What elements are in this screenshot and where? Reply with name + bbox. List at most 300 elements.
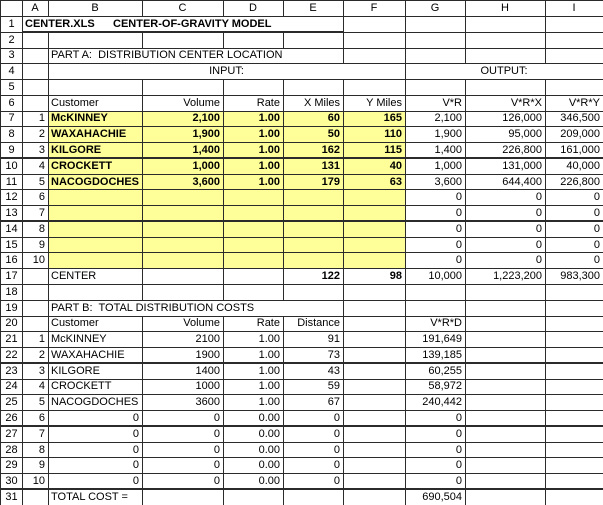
cell-D30[interactable]: 0.00 <box>224 474 284 490</box>
cell-A12[interactable]: 6 <box>23 190 49 206</box>
cell-F9[interactable]: 115 <box>344 143 406 159</box>
cell-I17[interactable]: 983,300 <box>546 269 603 285</box>
cell-F30[interactable] <box>344 474 406 490</box>
cell-G21[interactable]: 191,649 <box>406 332 466 348</box>
cell-G13[interactable]: 0 <box>406 206 466 222</box>
cell-C9[interactable]: 1,400 <box>143 143 224 159</box>
column-header-I[interactable]: I <box>546 1 603 17</box>
cell-B16[interactable] <box>49 253 143 269</box>
cell-I3[interactable] <box>546 48 603 64</box>
cell-F13[interactable] <box>344 206 406 222</box>
cell-C12[interactable] <box>143 190 224 206</box>
row-header-28[interactable]: 28 <box>1 442 23 458</box>
cell-E18[interactable] <box>284 285 344 301</box>
cell-B11[interactable]: NACOGDOCHES <box>49 174 143 190</box>
cell-A10[interactable]: 4 <box>23 158 49 174</box>
cell-I13[interactable]: 0 <box>546 206 603 222</box>
cell-C17[interactable] <box>143 269 224 285</box>
cell-A20[interactable] <box>23 316 49 332</box>
row-header-13[interactable]: 13 <box>1 206 23 222</box>
row-header-25[interactable]: 25 <box>1 395 23 411</box>
cell-G30[interactable]: 0 <box>406 474 466 490</box>
row-header-1[interactable]: 1 <box>1 17 23 33</box>
cell-D22[interactable]: 1.00 <box>224 348 284 364</box>
cell-E14[interactable] <box>284 221 344 237</box>
column-header-A[interactable]: A <box>23 1 49 17</box>
cell-D10[interactable]: 1.00 <box>224 158 284 174</box>
cell-A24[interactable]: 4 <box>23 379 49 395</box>
cell-F26[interactable] <box>344 411 406 427</box>
cell-E5[interactable] <box>284 80 344 96</box>
cell-A8[interactable]: 2 <box>23 127 49 143</box>
row-header-29[interactable]: 29 <box>1 458 23 474</box>
cell-H13[interactable]: 0 <box>466 206 546 222</box>
cell-H18[interactable] <box>466 285 546 301</box>
cell-E2[interactable] <box>284 32 344 48</box>
cell-F25[interactable] <box>344 395 406 411</box>
cell-B24[interactable]: CROCKETT <box>49 379 143 395</box>
cell-B8[interactable]: WAXAHACHIE <box>49 127 143 143</box>
cell-B22[interactable]: WAXAHACHIE <box>49 348 143 364</box>
row-header-17[interactable]: 17 <box>1 269 23 285</box>
cell-D5[interactable] <box>224 80 284 96</box>
cell-A1[interactable]: CENTER.XLS CENTER-OF-GRAVITY MODEL <box>23 17 344 33</box>
cell-B15[interactable] <box>49 237 143 253</box>
cell-I27[interactable] <box>546 426 603 442</box>
cell-G6[interactable]: V*R <box>406 95 466 111</box>
cell-G25[interactable]: 240,442 <box>406 395 466 411</box>
cell-E13[interactable] <box>284 206 344 222</box>
cell-I6[interactable]: V*R*Y <box>546 95 603 111</box>
cell-D18[interactable] <box>224 285 284 301</box>
cell-I26[interactable] <box>546 411 603 427</box>
cell-F7[interactable]: 165 <box>344 111 406 127</box>
cell-H23[interactable] <box>466 363 546 379</box>
cell-H29[interactable] <box>466 458 546 474</box>
cell-F12[interactable] <box>344 190 406 206</box>
cell-A26[interactable]: 6 <box>23 411 49 427</box>
cell-D9[interactable]: 1.00 <box>224 143 284 159</box>
cell-D17[interactable] <box>224 269 284 285</box>
cell-G9[interactable]: 1,400 <box>406 143 466 159</box>
cell-B20[interactable]: Customer <box>49 316 143 332</box>
cell-D21[interactable]: 1.00 <box>224 332 284 348</box>
row-header-26[interactable]: 26 <box>1 411 23 427</box>
cell-I2[interactable] <box>546 32 603 48</box>
cell-D26[interactable]: 0.00 <box>224 411 284 427</box>
cell-I7[interactable]: 346,500 <box>546 111 603 127</box>
cell-A3[interactable] <box>23 48 49 64</box>
cell-A28[interactable]: 8 <box>23 442 49 458</box>
cell-D11[interactable]: 1.00 <box>224 174 284 190</box>
column-header-H[interactable]: H <box>466 1 546 17</box>
cell-C11[interactable]: 3,600 <box>143 174 224 190</box>
cell-H26[interactable] <box>466 411 546 427</box>
cell-F28[interactable] <box>344 442 406 458</box>
cell-A25[interactable]: 5 <box>23 395 49 411</box>
cell-H10[interactable]: 131,000 <box>466 158 546 174</box>
column-header-B[interactable]: B <box>49 1 143 17</box>
cell-G23[interactable]: 60,255 <box>406 363 466 379</box>
cell-B29[interactable]: 0 <box>49 458 143 474</box>
cell-E29[interactable]: 0 <box>284 458 344 474</box>
cell-A30[interactable]: 10 <box>23 474 49 490</box>
cell-H28[interactable] <box>466 442 546 458</box>
cell-G1[interactable] <box>406 17 466 33</box>
row-header-21[interactable]: 21 <box>1 332 23 348</box>
cell-G24[interactable]: 58,972 <box>406 379 466 395</box>
cell-B25[interactable]: NACOGDOCHES <box>49 395 143 411</box>
cell-E15[interactable] <box>284 237 344 253</box>
select-all-corner[interactable] <box>1 1 23 17</box>
cell-C25[interactable]: 3600 <box>143 395 224 411</box>
cell-I16[interactable]: 0 <box>546 253 603 269</box>
cell-G18[interactable] <box>406 285 466 301</box>
cell-E28[interactable]: 0 <box>284 442 344 458</box>
row-header-7[interactable]: 7 <box>1 111 23 127</box>
cell-F18[interactable] <box>344 285 406 301</box>
cell-E9[interactable]: 162 <box>284 143 344 159</box>
cell-I5[interactable] <box>546 80 603 96</box>
cell-A13[interactable]: 7 <box>23 206 49 222</box>
cell-A4[interactable] <box>23 64 49 80</box>
cell-H12[interactable]: 0 <box>466 190 546 206</box>
cell-I22[interactable] <box>546 348 603 364</box>
cell-I19[interactable] <box>546 300 603 316</box>
cell-F6[interactable]: Y Miles <box>344 95 406 111</box>
cell-B14[interactable] <box>49 221 143 237</box>
cell-C2[interactable] <box>143 32 224 48</box>
cell-E11[interactable]: 179 <box>284 174 344 190</box>
cell-H11[interactable]: 644,400 <box>466 174 546 190</box>
cell-C8[interactable]: 1,900 <box>143 127 224 143</box>
cell-F11[interactable]: 63 <box>344 174 406 190</box>
cell-B19[interactable]: PART B: TOTAL DISTRIBUTION COSTS <box>49 300 344 316</box>
row-header-23[interactable]: 23 <box>1 363 23 379</box>
row-header-16[interactable]: 16 <box>1 253 23 269</box>
row-header-2[interactable]: 2 <box>1 32 23 48</box>
cell-C23[interactable]: 1400 <box>143 363 224 379</box>
cell-I10[interactable]: 40,000 <box>546 158 603 174</box>
cell-C29[interactable]: 0 <box>143 458 224 474</box>
cell-F24[interactable] <box>344 379 406 395</box>
cell-E21[interactable]: 91 <box>284 332 344 348</box>
row-header-14[interactable]: 14 <box>1 221 23 237</box>
cell-H27[interactable] <box>466 426 546 442</box>
cell-E10[interactable]: 131 <box>284 158 344 174</box>
cell-C6[interactable]: Volume <box>143 95 224 111</box>
cell-E17[interactable]: 122 <box>284 269 344 285</box>
cell-E6[interactable]: X Miles <box>284 95 344 111</box>
row-header-31[interactable]: 31 <box>1 489 23 505</box>
cell-H30[interactable] <box>466 474 546 490</box>
cell-E23[interactable]: 43 <box>284 363 344 379</box>
cell-I21[interactable] <box>546 332 603 348</box>
cell-H6[interactable]: V*R*X <box>466 95 546 111</box>
cell-C24[interactable]: 1000 <box>143 379 224 395</box>
cell-G26[interactable]: 0 <box>406 411 466 427</box>
row-header-4[interactable]: 4 <box>1 64 23 80</box>
cell-E26[interactable]: 0 <box>284 411 344 427</box>
row-header-19[interactable]: 19 <box>1 300 23 316</box>
cell-G19[interactable] <box>406 300 466 316</box>
cell-B26[interactable]: 0 <box>49 411 143 427</box>
cell-B28[interactable]: 0 <box>49 442 143 458</box>
row-header-6[interactable]: 6 <box>1 95 23 111</box>
cell-A27[interactable]: 7 <box>23 426 49 442</box>
cell-B23[interactable]: KILGORE <box>49 363 143 379</box>
cell-C13[interactable] <box>143 206 224 222</box>
cell-H2[interactable] <box>466 32 546 48</box>
cell-C15[interactable] <box>143 237 224 253</box>
cell-B4[interactable]: INPUT: <box>49 64 406 80</box>
cell-I1[interactable] <box>546 17 603 33</box>
cell-A19[interactable] <box>23 300 49 316</box>
cell-I14[interactable]: 0 <box>546 221 603 237</box>
row-header-27[interactable]: 27 <box>1 426 23 442</box>
cell-G17[interactable]: 10,000 <box>406 269 466 285</box>
cell-D25[interactable]: 1.00 <box>224 395 284 411</box>
cell-I9[interactable]: 161,000 <box>546 143 603 159</box>
cell-H7[interactable]: 126,000 <box>466 111 546 127</box>
cell-C22[interactable]: 1900 <box>143 348 224 364</box>
column-header-C[interactable]: C <box>143 1 224 17</box>
cell-F3[interactable] <box>344 48 406 64</box>
cell-B12[interactable] <box>49 190 143 206</box>
cell-A22[interactable]: 2 <box>23 348 49 364</box>
cell-E25[interactable]: 67 <box>284 395 344 411</box>
row-header-22[interactable]: 22 <box>1 348 23 364</box>
cell-G4[interactable]: OUTPUT: <box>406 64 603 80</box>
cell-F15[interactable] <box>344 237 406 253</box>
cell-A15[interactable]: 9 <box>23 237 49 253</box>
cell-D15[interactable] <box>224 237 284 253</box>
cell-C7[interactable]: 2,100 <box>143 111 224 127</box>
cell-A5[interactable] <box>23 80 49 96</box>
cell-D14[interactable] <box>224 221 284 237</box>
cell-F29[interactable] <box>344 458 406 474</box>
cell-B31[interactable]: TOTAL COST = <box>49 489 143 505</box>
cell-H31[interactable] <box>466 489 546 505</box>
cell-A6[interactable] <box>23 95 49 111</box>
cell-D8[interactable]: 1.00 <box>224 127 284 143</box>
cell-G28[interactable]: 0 <box>406 442 466 458</box>
cell-D12[interactable] <box>224 190 284 206</box>
cell-H24[interactable] <box>466 379 546 395</box>
cell-B30[interactable]: 0 <box>49 474 143 490</box>
cell-G10[interactable]: 1,000 <box>406 158 466 174</box>
cell-E22[interactable]: 73 <box>284 348 344 364</box>
cell-G3[interactable] <box>406 48 466 64</box>
cell-C28[interactable]: 0 <box>143 442 224 458</box>
cell-H15[interactable]: 0 <box>466 237 546 253</box>
row-header-15[interactable]: 15 <box>1 237 23 253</box>
cell-C14[interactable] <box>143 221 224 237</box>
cell-B13[interactable] <box>49 206 143 222</box>
cell-F21[interactable] <box>344 332 406 348</box>
cell-I25[interactable] <box>546 395 603 411</box>
cell-C10[interactable]: 1,000 <box>143 158 224 174</box>
cell-D24[interactable]: 1.00 <box>224 379 284 395</box>
cell-F17[interactable]: 98 <box>344 269 406 285</box>
cell-E31[interactable] <box>284 489 344 505</box>
cell-A31[interactable] <box>23 489 49 505</box>
cell-I30[interactable] <box>546 474 603 490</box>
column-header-D[interactable]: D <box>224 1 284 17</box>
cell-I24[interactable] <box>546 379 603 395</box>
cell-A16[interactable]: 10 <box>23 253 49 269</box>
cell-D23[interactable]: 1.00 <box>224 363 284 379</box>
cell-F19[interactable] <box>344 300 406 316</box>
cell-D2[interactable] <box>224 32 284 48</box>
cell-G8[interactable]: 1,900 <box>406 127 466 143</box>
row-header-24[interactable]: 24 <box>1 379 23 395</box>
cell-G12[interactable]: 0 <box>406 190 466 206</box>
cell-H5[interactable] <box>466 80 546 96</box>
cell-G7[interactable]: 2,100 <box>406 111 466 127</box>
cell-G27[interactable]: 0 <box>406 426 466 442</box>
row-header-3[interactable]: 3 <box>1 48 23 64</box>
cell-B27[interactable]: 0 <box>49 426 143 442</box>
cell-I15[interactable]: 0 <box>546 237 603 253</box>
cell-E16[interactable] <box>284 253 344 269</box>
cell-H17[interactable]: 1,223,200 <box>466 269 546 285</box>
cell-C31[interactable] <box>143 489 224 505</box>
cell-D29[interactable]: 0.00 <box>224 458 284 474</box>
cell-F5[interactable] <box>344 80 406 96</box>
cell-G16[interactable]: 0 <box>406 253 466 269</box>
cell-B7[interactable]: McKINNEY <box>49 111 143 127</box>
cell-G29[interactable]: 0 <box>406 458 466 474</box>
cell-C30[interactable]: 0 <box>143 474 224 490</box>
cell-G20[interactable]: V*R*D <box>406 316 466 332</box>
cell-A18[interactable] <box>23 285 49 301</box>
cell-G5[interactable] <box>406 80 466 96</box>
column-header-G[interactable]: G <box>406 1 466 17</box>
cell-B21[interactable]: McKINNEY <box>49 332 143 348</box>
cell-A2[interactable] <box>23 32 49 48</box>
cell-A14[interactable]: 8 <box>23 221 49 237</box>
cell-F8[interactable]: 110 <box>344 127 406 143</box>
cell-B5[interactable] <box>49 80 143 96</box>
cell-H9[interactable]: 226,800 <box>466 143 546 159</box>
cell-H8[interactable]: 95,000 <box>466 127 546 143</box>
cell-E7[interactable]: 60 <box>284 111 344 127</box>
cell-B9[interactable]: KILGORE <box>49 143 143 159</box>
column-header-F[interactable]: F <box>344 1 406 17</box>
cell-G2[interactable] <box>406 32 466 48</box>
cell-H3[interactable] <box>466 48 546 64</box>
cell-B3[interactable]: PART A: DISTRIBUTION CENTER LOCATION <box>49 48 344 64</box>
cell-G15[interactable]: 0 <box>406 237 466 253</box>
cell-E27[interactable]: 0 <box>284 426 344 442</box>
cell-I29[interactable] <box>546 458 603 474</box>
row-header-20[interactable]: 20 <box>1 316 23 332</box>
cell-I28[interactable] <box>546 442 603 458</box>
cell-B6[interactable]: Customer <box>49 95 143 111</box>
cell-A29[interactable]: 9 <box>23 458 49 474</box>
row-header-9[interactable]: 9 <box>1 143 23 159</box>
cell-B18[interactable] <box>49 285 143 301</box>
cell-C16[interactable] <box>143 253 224 269</box>
cell-B17[interactable]: CENTER <box>49 269 143 285</box>
row-header-10[interactable]: 10 <box>1 158 23 174</box>
cell-H21[interactable] <box>466 332 546 348</box>
cell-H19[interactable] <box>466 300 546 316</box>
cell-H1[interactable] <box>466 17 546 33</box>
cell-F1[interactable] <box>344 17 406 33</box>
cell-H16[interactable]: 0 <box>466 253 546 269</box>
cell-G11[interactable]: 3,600 <box>406 174 466 190</box>
cell-D13[interactable] <box>224 206 284 222</box>
cell-D28[interactable]: 0.00 <box>224 442 284 458</box>
cell-C21[interactable]: 2100 <box>143 332 224 348</box>
cell-F20[interactable] <box>344 316 406 332</box>
cell-H25[interactable] <box>466 395 546 411</box>
cell-F16[interactable] <box>344 253 406 269</box>
row-header-12[interactable]: 12 <box>1 190 23 206</box>
cell-I8[interactable]: 209,000 <box>546 127 603 143</box>
cell-F10[interactable]: 40 <box>344 158 406 174</box>
row-header-18[interactable]: 18 <box>1 285 23 301</box>
cell-A21[interactable]: 1 <box>23 332 49 348</box>
cell-A7[interactable]: 1 <box>23 111 49 127</box>
cell-F27[interactable] <box>344 426 406 442</box>
cell-E20[interactable]: Distance <box>284 316 344 332</box>
cell-F2[interactable] <box>344 32 406 48</box>
cell-A17[interactable] <box>23 269 49 285</box>
cell-C20[interactable]: Volume <box>143 316 224 332</box>
row-header-11[interactable]: 11 <box>1 174 23 190</box>
cell-E30[interactable]: 0 <box>284 474 344 490</box>
cell-G22[interactable]: 139,185 <box>406 348 466 364</box>
row-header-8[interactable]: 8 <box>1 127 23 143</box>
cell-I11[interactable]: 226,800 <box>546 174 603 190</box>
cell-H20[interactable] <box>466 316 546 332</box>
cell-H14[interactable]: 0 <box>466 221 546 237</box>
cell-D20[interactable]: Rate <box>224 316 284 332</box>
cell-A9[interactable]: 3 <box>23 143 49 159</box>
cell-D6[interactable]: Rate <box>224 95 284 111</box>
cell-E8[interactable]: 50 <box>284 127 344 143</box>
cell-D16[interactable] <box>224 253 284 269</box>
cell-F22[interactable] <box>344 348 406 364</box>
cell-F23[interactable] <box>344 363 406 379</box>
cell-A11[interactable]: 5 <box>23 174 49 190</box>
cell-I12[interactable]: 0 <box>546 190 603 206</box>
cell-G14[interactable]: 0 <box>406 221 466 237</box>
cell-E12[interactable] <box>284 190 344 206</box>
cell-B2[interactable] <box>49 32 143 48</box>
cell-F31[interactable] <box>344 489 406 505</box>
cell-F14[interactable] <box>344 221 406 237</box>
cell-I31[interactable] <box>546 489 603 505</box>
row-header-5[interactable]: 5 <box>1 80 23 96</box>
cell-C27[interactable]: 0 <box>143 426 224 442</box>
cell-A23[interactable]: 3 <box>23 363 49 379</box>
cell-C5[interactable] <box>143 80 224 96</box>
row-header-30[interactable]: 30 <box>1 474 23 490</box>
cell-E24[interactable]: 59 <box>284 379 344 395</box>
cell-B10[interactable]: CROCKETT <box>49 158 143 174</box>
cell-D31[interactable] <box>224 489 284 505</box>
cell-D27[interactable]: 0.00 <box>224 426 284 442</box>
cell-H22[interactable] <box>466 348 546 364</box>
cell-G31[interactable]: 690,504 <box>406 489 466 505</box>
column-header-E[interactable]: E <box>284 1 344 17</box>
cell-I18[interactable] <box>546 285 603 301</box>
cell-I23[interactable] <box>546 363 603 379</box>
